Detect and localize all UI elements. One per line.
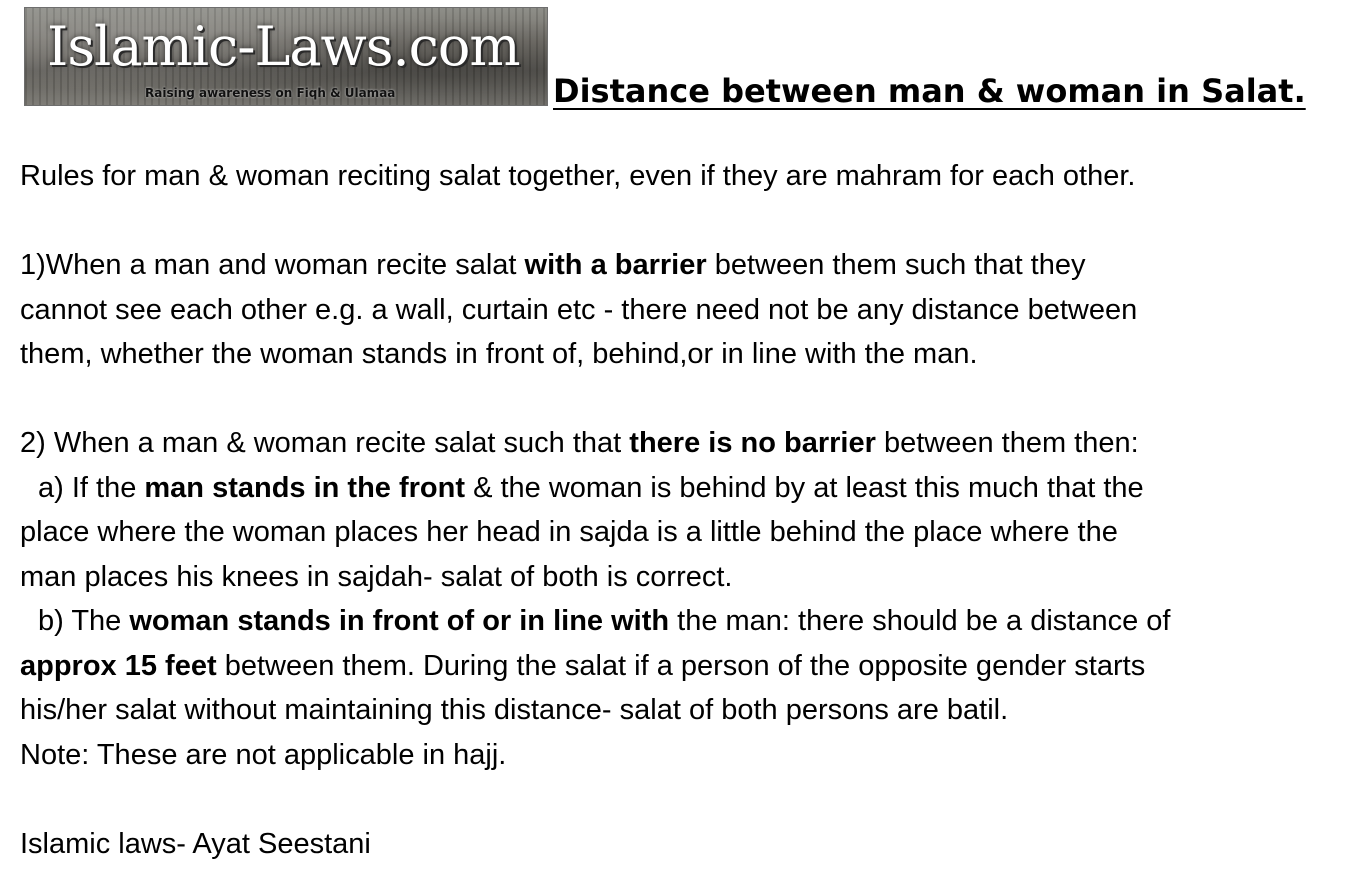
note-text: Note: These are not applicable in hajj. bbox=[20, 738, 507, 771]
spacer bbox=[20, 777, 1346, 822]
logo-tagline: Raising awareness on Fiqh & Ulamaa bbox=[145, 86, 396, 100]
rule-2b-emphasis: approx 15 feet bbox=[20, 649, 217, 682]
rule-2a-emphasis: man stands in the front bbox=[144, 471, 466, 504]
spacer bbox=[20, 199, 1346, 244]
rule-2a-line-2: place where the woman places her head in sajda is a little behind the place where the bbox=[20, 516, 1118, 548]
rule-2-emphasis: there is no barrier bbox=[629, 427, 876, 459]
rule-2 bbox=[20, 421, 1346, 733]
source-citation: Islamic laws- Ayat Seestani bbox=[20, 827, 371, 860]
rule-2-text: between them then: bbox=[875, 427, 1139, 459]
spacer bbox=[20, 377, 1346, 422]
rule-1-line-1 bbox=[20, 243, 1346, 288]
rule-2b-line-3: his/her salat without maintaining this distance- salat of both persons are batil. bbox=[20, 694, 1009, 726]
rule-2-text: 2) When a man & woman recite salat such that bbox=[20, 427, 630, 459]
rule-2a-text: & the woman is behind by at least this much that the bbox=[465, 471, 1144, 504]
article-body bbox=[20, 154, 1346, 866]
rule-1-line-2: cannot see each other e.g. a wall, curtain etc - there need not be any distance between bbox=[20, 293, 1138, 326]
rule-2b-emphasis: woman stands in front of or in line with bbox=[129, 605, 670, 637]
rule-2b-text: b) The bbox=[38, 605, 130, 637]
rule-2a-line-1 bbox=[20, 466, 1346, 511]
intro-paragraph: Rules for man & woman reciting salat together, even if they are mahram for each other. bbox=[20, 160, 1136, 192]
rule-2b-line-2 bbox=[20, 644, 1346, 689]
rule-1-text: between them such that they bbox=[706, 249, 1086, 281]
rule-2a-line-3: man places his knees in sajdah- salat of both is correct. bbox=[20, 560, 733, 593]
rule-2b-text: the man: there should be a distance of bbox=[669, 605, 1171, 637]
rule-2-line-1 bbox=[20, 421, 1346, 466]
rule-1-emphasis: with a barrier bbox=[524, 249, 707, 281]
rule-1-line-3: them, whether the woman stands in front of, behind,or in line with the man. bbox=[20, 338, 978, 370]
rule-1-text: 1)When a man and woman recite salat bbox=[20, 249, 525, 281]
logo-wordmark: Islamic-Laws.com bbox=[47, 15, 520, 78]
rule-1 bbox=[20, 243, 1346, 377]
rule-2b-text: between them. During the salat if a person of the opposite gender starts bbox=[216, 649, 1146, 682]
page-title: Distance between man & woman in Salat. bbox=[553, 72, 1306, 110]
rule-2a-text: a) If the bbox=[38, 471, 145, 504]
rule-2b-line-1 bbox=[20, 599, 1346, 644]
site-logo bbox=[24, 7, 548, 106]
